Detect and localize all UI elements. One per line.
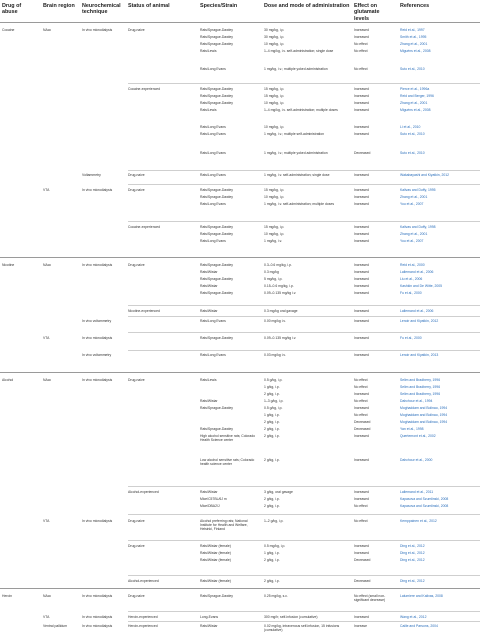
- cell-species: Rats/Wistar (female): [200, 558, 231, 562]
- cell-effect: Increased: [354, 263, 369, 267]
- cell-species: Rats/Sprague-Dawley: [200, 291, 233, 295]
- cell-dose: 10 mg/kg, i.p.: [264, 232, 285, 236]
- cell-species: Rats/Wistar: [200, 270, 218, 274]
- cell-effect: No effect: [354, 67, 368, 71]
- cell-effect: Increased: [354, 188, 369, 192]
- cell-reference: Lallemand et al., 2011: [400, 490, 434, 494]
- cell-species: Rats/Sprague-Dawley: [200, 28, 233, 32]
- cell-dose: 1–2 g/kg, i.p.: [264, 519, 284, 523]
- cell-species: Mice/C57BL/6J m: [200, 497, 227, 501]
- cell-effect: No effect: [354, 42, 368, 46]
- cell-dose: 2 g/kg, i.p.: [264, 458, 280, 462]
- cell-reference: Wakabayashi and Kiyatkin, 2012: [400, 173, 450, 177]
- group-label-drug: Nicotine: [2, 263, 15, 267]
- row-divider: [128, 514, 480, 515]
- row-divider: [128, 305, 480, 306]
- cell-dose: 1–4 mg/kg, i.v. self-administration; single dose: [264, 49, 334, 53]
- cell-effect: Increased: [354, 270, 369, 274]
- cell-species: Rats/Wistar: [200, 624, 218, 628]
- cell-reference: Selim and Bradberry, 1996: [400, 378, 441, 382]
- cell-dose: 0.09–0.135 mg/kg i.v.: [264, 336, 297, 340]
- cell-reference: Lallemand et al., 2006: [400, 270, 434, 274]
- cell-species: High alcohol sensitive rats; Colorado Health Science center: [200, 434, 256, 442]
- group-label-drug: Heroin: [2, 594, 12, 598]
- cell-reference: Kapasova and Szumlinski, 2008: [400, 504, 449, 508]
- header-dose: Dose and mode of administration: [264, 3, 350, 9]
- cell-dose: 2 g/kg, i.p.: [264, 427, 280, 431]
- header-species: Species/Strain: [200, 3, 238, 9]
- cell-effect: Increased: [354, 309, 369, 313]
- cell-species: Rats/Wistar: [200, 284, 218, 288]
- cell-effect: Increased: [354, 319, 369, 323]
- cell-species: Rats/Sprague-Dawley: [200, 225, 233, 229]
- cell-effect: Increased: [354, 239, 369, 243]
- cell-species: Low alcohol sensitive rats; Colorado health science center: [200, 458, 255, 466]
- cell-reference: Suto et al., 2010: [400, 67, 425, 71]
- cell-effect: Increased: [354, 225, 369, 229]
- header-technique: Neurochemical technique: [82, 3, 121, 16]
- group-label-technique: In vivo microdialysis: [82, 615, 113, 619]
- cell-effect: Increased: [354, 544, 369, 548]
- group-label-status: Drug-naive: [128, 188, 145, 192]
- cell-effect: Increased: [354, 490, 369, 494]
- header-region: Brain region: [43, 3, 75, 9]
- cell-effect: Increased: [354, 497, 369, 501]
- cell-reference: Kapasova and Szumlinski, 2008: [400, 497, 449, 501]
- cell-reference: Suto et al., 2010: [400, 151, 425, 155]
- cell-reference: Zhang et al., 2001: [400, 232, 428, 236]
- cell-species: Mice/DBA2/J: [200, 504, 220, 508]
- cell-species: Rats/Sprague-Dawley: [200, 263, 233, 267]
- group-label-status: Cocaine-experienced: [128, 225, 161, 229]
- cell-reference: Moghaddam and Bolinao, 1994: [400, 413, 448, 417]
- group-label-status: Cocaine-experienced: [128, 87, 161, 91]
- group-label-status: Drug-naive: [128, 544, 145, 548]
- cell-dose: 2 g/kg, i.p.: [264, 420, 280, 424]
- cell-dose: 1 mg/kg, i.v.: [264, 239, 283, 243]
- cell-dose: 10 mg/kg, i.p.: [264, 195, 285, 199]
- group-label-technique: In vivo voltammetry: [82, 353, 112, 357]
- cell-species: Rats/Long Evans: [200, 151, 226, 155]
- cell-effect: Increased: [354, 101, 369, 105]
- cell-reference: Miguéns et al., 2008: [400, 49, 431, 53]
- header-drug: Drug of abuse: [2, 3, 22, 16]
- cell-effect: Increased: [354, 94, 369, 98]
- cell-reference: Kashkin and De Witte, 2005: [400, 284, 443, 288]
- group-label-region: NAcc: [43, 378, 52, 382]
- cell-reference: Liu et al., 2006: [400, 277, 423, 281]
- cell-dose: 0.5 g/kg, i.p.: [264, 378, 283, 382]
- group-label-status: Drug-naive: [128, 28, 145, 32]
- row-divider: [128, 575, 480, 576]
- cell-effect: Decreased: [354, 579, 371, 583]
- cell-dose: 15 mg/kg, i.p.: [264, 188, 285, 192]
- cell-reference: Moghaddam and Bolinao, 1994: [400, 420, 448, 424]
- cell-species: Rats/Sprague-Dawley: [200, 42, 233, 46]
- cell-dose: 30 mg/kg, i.p.: [264, 28, 285, 32]
- cell-species: Rats/Sprague-Dawley: [200, 87, 233, 91]
- cell-reference: Wang et al., 2012: [400, 615, 427, 619]
- group-label-region: VTA: [43, 615, 50, 619]
- group-label-region: NAcc: [43, 28, 52, 32]
- cell-dose: 15 mg/kg, i.p.: [264, 225, 285, 229]
- group-label-region: VTA: [43, 336, 50, 340]
- group-label-status: Heroin-experienced: [128, 615, 158, 619]
- cell-dose: 1 mg/kg, i.v. self-administration; multiple doses: [264, 202, 335, 206]
- cell-dose: 0.3 mg/kg: [264, 270, 279, 274]
- cell-effect: Increased: [354, 108, 369, 112]
- group-label-technique: In vivo microdialysis: [82, 594, 113, 598]
- group-label-technique: Voltammetry: [82, 173, 101, 177]
- cell-reference: Ding et al., 2012: [400, 579, 425, 583]
- cell-reference: Kemppainen et al., 2012: [400, 519, 437, 523]
- cell-species: Rats/Long Evans: [200, 67, 226, 71]
- cell-species: Rats/Wistar (female): [200, 551, 231, 555]
- row-divider: [128, 316, 480, 317]
- cell-species: Rats/Sprague-Dawley: [200, 195, 233, 199]
- cell-reference: Ding et al., 2012: [400, 558, 425, 562]
- cell-species: Rats/Lewis: [200, 49, 217, 53]
- header-effect: Effect on glutamate levels: [354, 3, 380, 22]
- group-label-status: Nicotine-experienced: [128, 309, 160, 313]
- cell-species: Rats/Long Evans: [200, 125, 226, 129]
- cell-species: Rats/Sprague-Dawley: [200, 101, 233, 105]
- cell-reference: Reid et al., 2000: [400, 263, 425, 267]
- cell-reference: Miguéns et al., 2008: [400, 108, 431, 112]
- row-divider: [128, 221, 480, 222]
- row-divider: [128, 540, 480, 541]
- cell-dose: 15 mg/kg, i.p.: [264, 87, 285, 91]
- cell-effect: Increased: [354, 458, 369, 462]
- cell-effect: Increased: [354, 615, 369, 619]
- cell-dose: 2 g/kg, i.p.: [264, 434, 280, 438]
- cell-reference: Selim and Bradberry, 1996: [400, 392, 441, 396]
- group-label-technique: In vivo microdialysis: [82, 263, 113, 267]
- cell-effect: Increased: [354, 232, 369, 236]
- group-label-status: Drug-naive: [128, 519, 145, 523]
- row-divider: [0, 257, 480, 258]
- cell-reference: Selim and Bradberry, 1996: [400, 385, 441, 389]
- cell-dose: 10 mg/kg, i.p.: [264, 42, 285, 46]
- cell-reference: Zhang et al., 2001: [400, 101, 428, 105]
- cell-dose: 0.25 mg/kg, s.c.: [264, 594, 288, 598]
- cell-effect: Decreased: [354, 427, 371, 431]
- group-label-technique: In vivo microdialysis: [82, 624, 113, 628]
- group-label-technique: In vivo microdialysis: [82, 519, 113, 523]
- cell-species: Rats/Wistar (female): [200, 544, 231, 548]
- header-status: Status of animal: [128, 3, 170, 9]
- cell-species: Rats/Long Evans: [200, 319, 226, 323]
- cell-species: Alcohol preferring rats; National Institute for Health and Welfare, Helsinki, Finland: [200, 519, 248, 531]
- cell-reference: Fu et al., 2000: [400, 291, 422, 295]
- cell-dose: 30 mg/kg, i.p.: [264, 35, 285, 39]
- cell-species: Rats/Sprague-Dawley: [200, 336, 233, 340]
- cell-effect: Decreased: [354, 151, 371, 155]
- group-label-status: Drug-naive: [128, 263, 145, 267]
- cell-species: Rats/Sprague-Dawley: [200, 232, 233, 236]
- cell-reference: Ding et al., 2012: [400, 551, 425, 555]
- cell-dose: 1 mg/kg, i.v.; multiple yoked administration: [264, 67, 328, 71]
- cell-dose: 0.02 mg/kg, intravenous self-infusion, 15 infusions (cumulative): [264, 624, 340, 632]
- cell-effect: Increased: [354, 132, 369, 136]
- group-label-technique: In vivo voltammetry: [82, 319, 112, 323]
- group-label-status: Alcohol-experienced: [128, 579, 159, 583]
- cell-effect: Increased: [354, 173, 369, 177]
- cell-effect: Increased: [354, 406, 369, 410]
- cell-species: Rats/Sprague-Dawley: [200, 188, 233, 192]
- cell-reference: Fu et al., 2000: [400, 336, 422, 340]
- group-label-technique: In vivo microdialysis: [82, 188, 113, 192]
- cell-effect: Increased: [354, 195, 369, 199]
- group-label-status: Heroin-experienced: [128, 624, 158, 628]
- cell-reference: Lallemand et al., 2006: [400, 309, 434, 313]
- cell-effect: Increased: [354, 35, 369, 39]
- cell-reference: You et al., 2007: [400, 202, 424, 206]
- cell-species: Rats/Long Evans: [200, 202, 226, 206]
- cell-species: Rats/Long Evans: [200, 239, 226, 243]
- cell-dose: 0.5 g/kg, i.p.: [264, 406, 283, 410]
- group-label-technique: In vivo microdialysis: [82, 336, 113, 340]
- cell-dose: 2 g/kg, i.p.: [264, 579, 280, 583]
- cell-dose: 1 mg/kg, i.v. self-administration; single dose: [264, 173, 330, 177]
- row-divider: [0, 22, 480, 23]
- row-divider: [128, 611, 480, 612]
- row-divider: [128, 332, 480, 333]
- cell-effect: Increased: [354, 87, 369, 91]
- cell-dose: 0.15–0.6 mg/kg, i.p.: [264, 284, 294, 288]
- cell-effect: Increased: [354, 277, 369, 281]
- cell-effect: No effect: [354, 378, 368, 382]
- cell-effect: Increased: [354, 336, 369, 340]
- cell-reference: Reid et al., 1997: [400, 28, 425, 32]
- group-label-region: VTA: [43, 188, 50, 192]
- cell-effect: No effect: [354, 385, 368, 389]
- cell-dose: 0.09–0.135 mg/kg i.v.: [264, 291, 297, 295]
- group-label-status: Drug-naive: [128, 594, 145, 598]
- cell-effect: No effect: [354, 504, 368, 508]
- cell-dose: 3 g/kg, oral gavage: [264, 490, 293, 494]
- cell-species: Rats/Long Evans: [200, 353, 226, 357]
- cell-reference: Zhang et al., 2001: [400, 195, 428, 199]
- cell-reference: Caille and Parsons, 2004: [400, 624, 438, 628]
- group-label-technique: In vivo microdialysis: [82, 378, 113, 382]
- cell-reference: Kalivas and Duffy, 1995: [400, 188, 436, 192]
- cell-effect: Increased: [354, 434, 369, 438]
- cell-species: Rats/Wistar: [200, 309, 218, 313]
- cell-dose: 0.5 mg/kg, i.p.: [264, 544, 286, 548]
- cell-dose: 0.3 mg/kg oral gavage: [264, 309, 298, 313]
- cell-effect: Increased: [354, 202, 369, 206]
- cell-dose: 1 g/kg, i.p.: [264, 385, 280, 389]
- cell-reference: Suto et al., 2010: [400, 132, 425, 136]
- cell-reference: Yan et al., 1998: [400, 427, 424, 431]
- cell-effect: Decreased: [354, 420, 371, 424]
- row-divider: [128, 621, 480, 622]
- cell-species: Rats/Lewis: [200, 378, 217, 382]
- cell-species: Rats/Long Evans: [200, 132, 226, 136]
- cell-reference: Quertemont et al., 2002: [400, 434, 436, 438]
- cell-dose: 1 g/kg, i.p.: [264, 551, 280, 555]
- cell-reference: Lenoir and Kiyatkin, 2013: [400, 353, 439, 357]
- cell-reference: Lalumiere and Kalivas, 2008: [400, 594, 443, 598]
- row-divider: [128, 170, 480, 171]
- cell-dose: 1–4 mg/kg, i.v. self-administration; multiple doses: [264, 108, 338, 112]
- group-label-region: Ventral pallidum: [43, 624, 68, 628]
- cell-species: Rats/Sprague-Dawley: [200, 594, 233, 598]
- cell-dose: 1–3 g/kg, i.p.: [264, 399, 284, 403]
- row-divider: [128, 83, 480, 84]
- cell-effect: Decreased: [354, 558, 371, 562]
- cell-effect: No effect: [354, 399, 368, 403]
- row-divider: [128, 486, 480, 487]
- group-label-region: NAcc: [43, 594, 52, 598]
- cell-dose: 0.03 mg/kg i.v.: [264, 353, 286, 357]
- group-label-status: Alcohol-experienced: [128, 490, 159, 494]
- row-divider: [128, 184, 480, 185]
- cell-reference: Ding et al., 2012: [400, 544, 425, 548]
- cell-effect: Increased: [354, 291, 369, 295]
- cell-reference: Smith et al., 1995: [400, 35, 427, 39]
- group-label-status: Drug-naive: [128, 378, 145, 382]
- cell-dose: 1 mg/kg, i.v.; multiple yoked administration: [264, 151, 328, 155]
- cell-reference: You et al., 2007: [400, 239, 424, 243]
- cell-species: Rats/Sprague-Dawley: [200, 277, 233, 281]
- cell-effect: Increased: [354, 353, 369, 357]
- cell-reference: Lenoir and Kiyatkin, 2012: [400, 319, 439, 323]
- cell-species: Rats/Sprague-Dawley: [200, 94, 233, 98]
- cell-effect: Increase: [354, 624, 368, 628]
- cell-effect: Increased: [354, 28, 369, 32]
- row-divider: [0, 372, 480, 373]
- cell-species: Long-Evans: [200, 615, 219, 619]
- cell-effect: Increased: [354, 125, 369, 129]
- cell-reference: Moghaddam and Bolinao, 1994: [400, 406, 448, 410]
- group-label-drug: Cocaine: [2, 28, 15, 32]
- cell-effect: No effect: [354, 413, 368, 417]
- cell-dose: 1 mg/kg, i.v.; multiple self-administration: [264, 132, 325, 136]
- group-label-technique: In vivo microdialysis: [82, 28, 113, 32]
- cell-dose: 15 mg/kg, i.p.: [264, 94, 285, 98]
- cell-dose: 0.00 mg/kg i.v.: [264, 319, 286, 323]
- cell-species: Rats/Lewis: [200, 108, 217, 112]
- cell-effect: No effect: [354, 49, 368, 53]
- cell-species: Rats/Wistar: [200, 399, 218, 403]
- cell-dose: 2 g/kg, i.p.: [264, 392, 280, 396]
- group-label-drug: Alcohol: [2, 378, 14, 382]
- cell-reference: Li et al., 2010: [400, 125, 421, 129]
- row-divider: [128, 350, 480, 351]
- cell-species: Rats/Sprague-Dawley: [200, 406, 233, 410]
- cell-dose: 2 g/kg, i.p.: [264, 497, 280, 501]
- cell-reference: Dahchour et al., 1994: [400, 399, 433, 403]
- cell-dose: 2 g/kg, i.p.: [264, 558, 280, 562]
- cell-reference: Dahchour et al., 2000: [400, 458, 433, 462]
- cell-dose: 0.3–0.6 mg/kg, i.p.: [264, 263, 292, 267]
- cell-reference: Reid and Berger, 1996: [400, 94, 434, 98]
- cell-effect: Increased: [354, 284, 369, 288]
- cell-effect: No effect (small non-significant decrease): [354, 594, 386, 602]
- cell-reference: Pierce et al., 1996a: [400, 87, 430, 91]
- cell-effect: No effect: [354, 519, 368, 523]
- cell-reference: Kalivas and Duffy, 1998: [400, 225, 436, 229]
- cell-species: Rats/Long Evans: [200, 173, 226, 177]
- cell-dose: 10 mg/kg, i.p.: [264, 101, 285, 105]
- group-label-status: Drug-naive: [128, 173, 145, 177]
- cell-dose: 300 mg/h; self-infusion (cumulative): [264, 615, 318, 619]
- cell-species: Rats/Wistar: [200, 490, 218, 494]
- header-references: References: [400, 3, 430, 9]
- cell-species: Rats/Sprague-Dawley: [200, 427, 233, 431]
- cell-effect: Increased: [354, 392, 369, 396]
- cell-species: Rats/Sprague-Dawley: [200, 35, 233, 39]
- row-divider: [0, 588, 480, 589]
- cell-species: Rats/Wistar (female): [200, 579, 231, 583]
- cell-reference: Zhang et al., 2001: [400, 42, 428, 46]
- cell-dose: 2 g/kg, i.p.: [264, 504, 280, 508]
- group-label-region: NAcc: [43, 263, 52, 267]
- cell-dose: 1 g/kg, i.p.: [264, 413, 280, 417]
- cell-effect: Increased: [354, 551, 369, 555]
- group-label-region: VTA: [43, 519, 50, 523]
- cell-dose: 5 mg/kg, i.p.: [264, 277, 283, 281]
- cell-dose: 10 mg/kg, i.p.: [264, 125, 285, 129]
